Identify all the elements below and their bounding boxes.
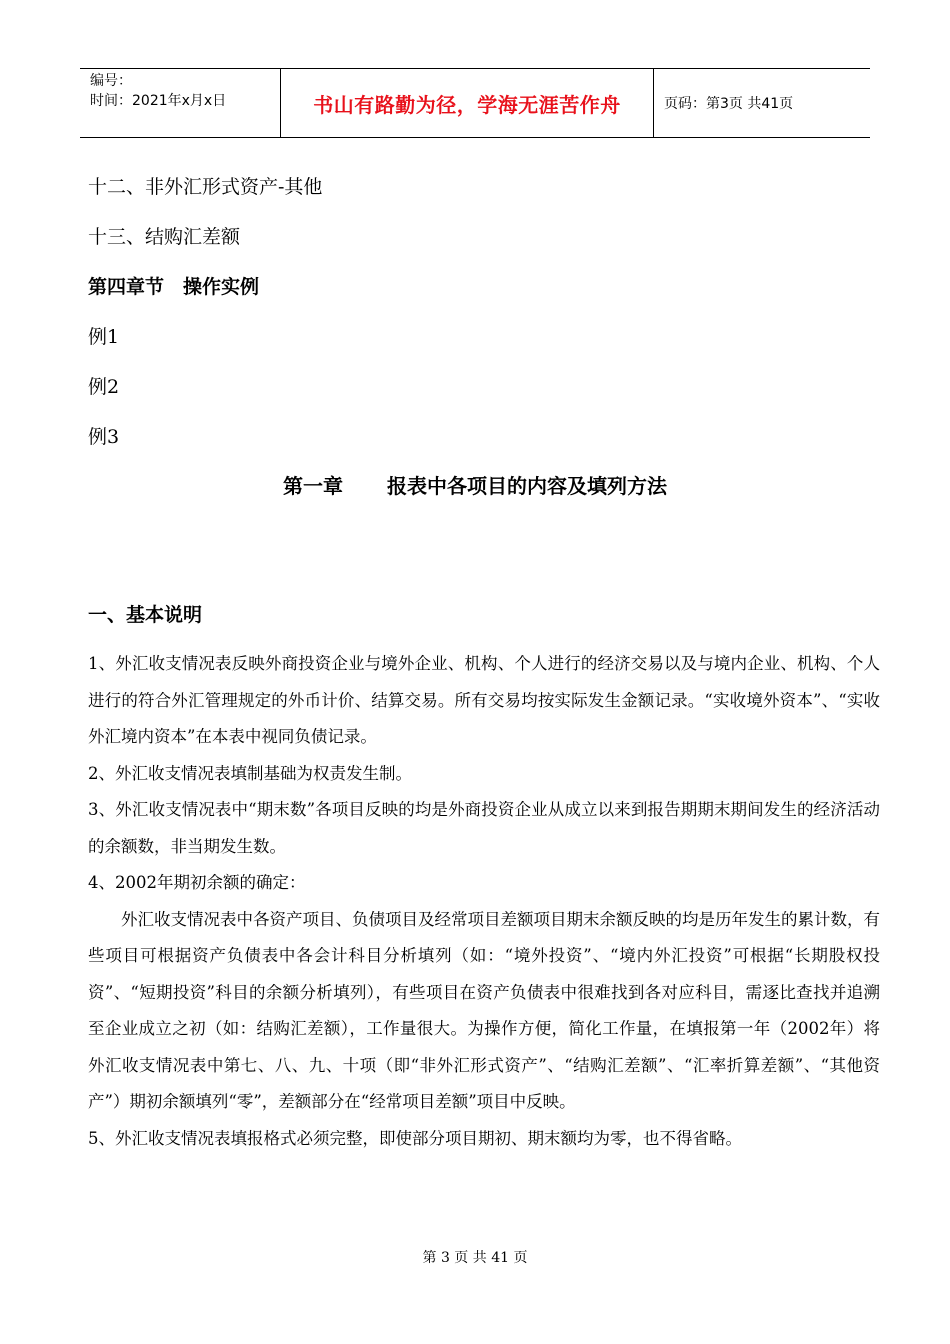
section-body <box>88 646 880 1157</box>
header-motto: 书山有路勤为径，学海无涯苦作舟 <box>281 69 654 137</box>
header-info-cell <box>80 69 281 137</box>
time-label: 时间：2021年x月x日 <box>90 93 227 109</box>
toc-item-13: 十三、结购汇差额 <box>88 226 241 248</box>
toc-example-3: 例3 <box>88 426 120 448</box>
chapter-heading <box>0 470 950 499</box>
toc-item-12: 十二、非外汇形式资产-其他 <box>88 176 323 198</box>
paragraph-4-body: 外汇收支情况表中各资产项目、负债项目及经常项目差额项目期末余额反映的均是历年发生的累计数，有些项目可根据资产负债表中各会计科目分析填列（如：“境外投资”、“境内外汇投资”可根据“长期股权投资”、“短期投资”科目的余额分析填列），有些项目在资产负债表中很难找到各对应科目，需逐比查找并追溯至企业成立之初（如：结购汇差额），工作量很大。为操作方便，简化工作量，在填报第一年（2002年）将外汇收支情况表中第七、八、九、十项（即“非外汇形式资产”、“结购汇差额”、“汇率折算差额”、“其他资产”）期初余额填列“零”，差额部分在“经常项目差额”项目中反映。 <box>88 909 880 1111</box>
chapter-title: 报表中各项目的内容及填列方法 <box>387 474 667 498</box>
number-label: 编号： <box>90 73 132 89</box>
page-header <box>80 68 870 138</box>
header-page-code: 页码：第3页 共41页 <box>664 96 794 112</box>
section-heading: 一、基本说明 <box>88 604 203 626</box>
chapter-number: 第一章 <box>283 474 343 498</box>
paragraph-2: 2、外汇收支情况表填制基础为权责发生制。 <box>88 763 412 783</box>
paragraph-4: 4、2002年期初余额的确定： <box>88 873 306 892</box>
toc-example-1: 例1 <box>88 326 120 348</box>
paragraph-5: 5、外汇收支情况表填报格式必须完整，即使部分项目期初、期末额均为零，也不得省略。 <box>88 1128 742 1148</box>
toc-chapter-4: 第四章节 操作实例 <box>88 276 260 298</box>
paragraph-1: 1、外汇收支情况表反映外商投资企业与境外企业、机构、个人进行的经济交易以及与境内企业、机构、个人进行的符合外汇管理规定的外币计价、结算交易。所有交易均按实际发生金额记录。“实收境外资本”、“实收外汇境内资本”在本表中视同负债记录。 <box>88 654 880 746</box>
page-footer: 第 3 页 共 41 页 <box>422 1250 528 1266</box>
toc-example-2: 例2 <box>88 376 120 398</box>
paragraph-3: 3、外汇收支情况表中“期末数”各项目反映的均是外商投资企业从成立以来到报告期期末期间发生的经济活动的余额数，非当期发生数。 <box>88 800 880 856</box>
